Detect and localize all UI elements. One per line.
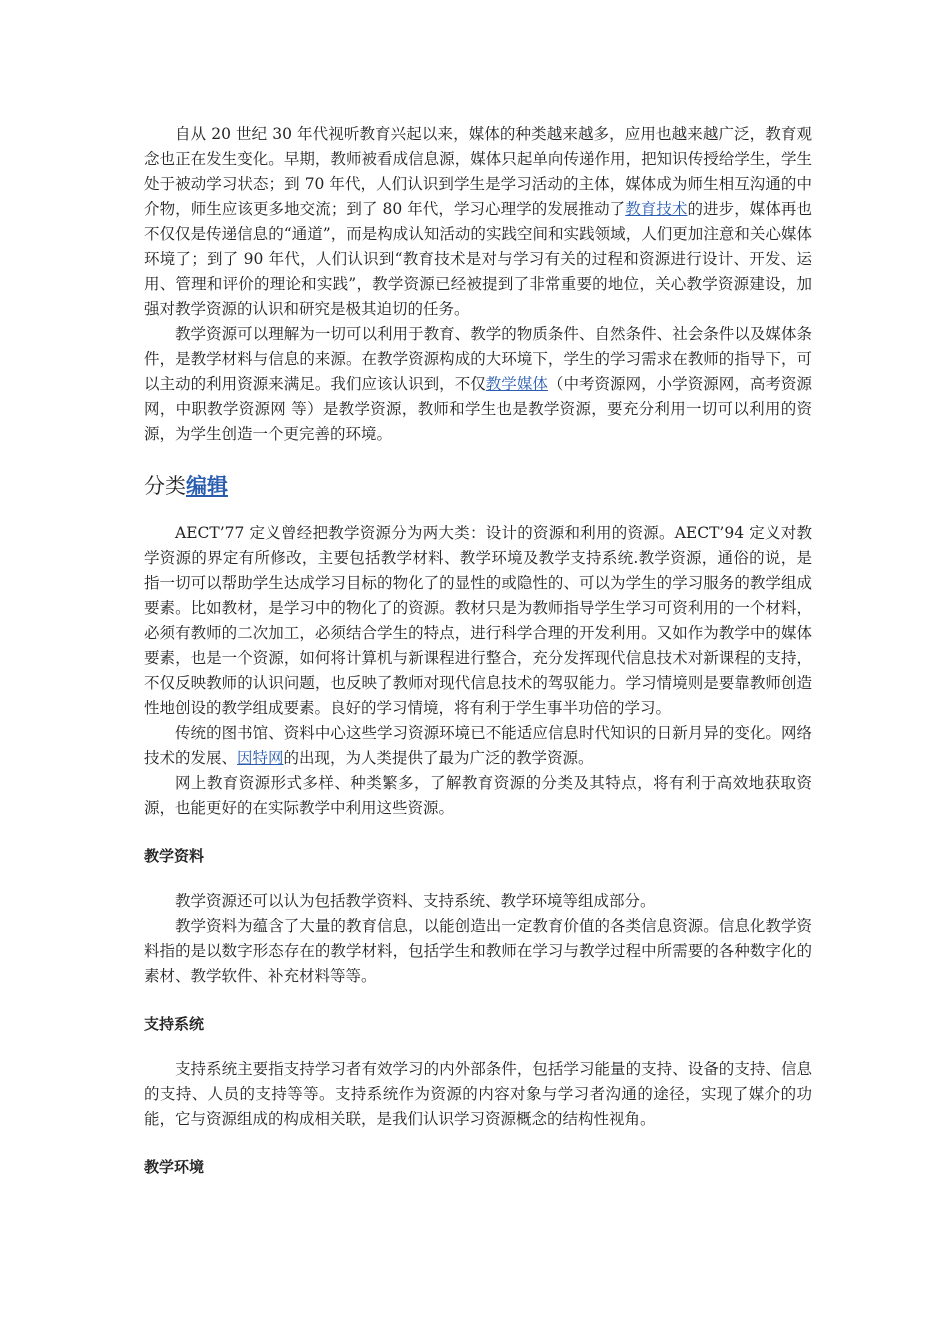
section-title: 分类 — [144, 474, 186, 498]
sub2-paragraph-1: 支持系统主要指支持学习者有效学习的内外部条件，包括学习能量的支持、设备的支持、信息的支持、人员的支持等等。支持系统作为资源的内容对象与学习者沟通的途径，实现了媒介的功能，它与资源组成的构成相关联，是我们认识学习资源概念的结构性视角。 — [144, 1060, 812, 1128]
section-paragraph-1: AECT’77 定义曾经把教学资源分为两大类：设计的资源和利用的资源。AECT’94 定义对教学资源的界定有所修改，主要包括教学材料、教学环境及教学支持系统.教学资源，通俗的说，是指一切可以帮助学生达成学习目标的物化了的显性的或隐性的、可以为学生的学习服务的教学组成要素。比如教材，是学习中的物化了的资源。教材只是为教师指导学生学习可资利用的一个材料，必须有教师的二次加工，必须结合学生的特点，进行科学合理的开发利用。又如作为教学中的媒体要素，也是一个资源，如何将计算机与新课程进行整合，充分发挥现代信息技术对新课程的支持，不仅反映教师的认识问题，也反映了教师对现代信息技术的驾驭能力。学习情境则是要靠教师创造性地创设的教学组成要素。良好的学习情境，将有利于学生事半功倍的学习。 — [144, 524, 812, 717]
section-paragraph-3: 网上教育资源形式多样、种类繁多，了解教育资源的分类及其特点，将有利于高效地获取资源，也能更好的在实际教学中利用这些资源。 — [144, 774, 812, 817]
subheading-teaching-materials: 教学资料 — [144, 847, 205, 865]
section-p2-text-a: 传统的图书馆、资料中心这些学习资源环境已不能适应信息时代知识的日新月异的变化。网络技术的发展、 — [144, 724, 812, 767]
intro-p2-text-a: 教学资源可以理解为一切可以利用于教育、教学的物质条件、自然条件、社会条件以及媒体条件，是教学材料与信息的来源。在教学资源构成的大环境下，学生的学习需求在教师的指导下，可以主动的利用资源来满足。我们应该认识到，不仅 — [144, 325, 812, 393]
intro-p1-text-b: 的进步，媒体再也不仅仅是传递信息的“通道”，而是构成认知活动的实践空间和实践领域，人们更加注意和关心媒体环境了；到了 90 年代，人们认识到“教育技术是对与学习有关的过程和资源进行设计、开发、运用、管理和评价的理论和实践”，教学资源已经被提到了非常重要的地位，关心教学资源建设，加强对教学资源的认识和研究是极其迫切的任务。 — [144, 200, 812, 318]
link-education-technology[interactable]: 教育技术 — [625, 200, 688, 218]
link-teaching-media[interactable]: 教学媒体 — [485, 375, 548, 393]
intro-p2-text-b: （中考资源网，小学资源网，高考资源网，中职教学资源网 等）是教学资源，教师和学生也是教学资源，要充分利用一切可以利用的资源，为学生创造一个更完善的环境。 — [144, 375, 812, 443]
edit-link[interactable]: 编辑 — [186, 474, 228, 498]
intro-p1-text-a: 自从 20 世纪 30 年代视听教育兴起以来，媒体的种类越来越多，应用也越来越广泛，教育观念也正在发生变化。早期，教师被看成信息源，媒体只起单向传递作用，把知识传授给学生，学生处于被动学习状态；到 70 年代，人们认识到学生是学习活动的主体，媒体成为师生相互沟通的中介物，师生应该更多地交流；到了 80 年代，学习心理学的发展推动了 — [144, 125, 812, 218]
link-internet[interactable]: 因特网 — [237, 749, 284, 767]
section-heading-classification — [144, 471, 812, 501]
intro-paragraph-1 — [144, 122, 812, 322]
subheading-support-system: 支持系统 — [144, 1015, 205, 1033]
sub1-paragraph-2: 教学资料为蕴含了大量的教育信息，以能创造出一定教育价值的各类信息资源。信息化教学资料指的是以数字形态存在的教学材料，包括学生和教师在学习与教学过程中所需要的各种数字化的素材、教学软件、补充材料等等。 — [144, 917, 812, 985]
sub1-paragraph-1: 教学资源还可以认为包括教学资料、支持系统、教学环境等组成部分。 — [175, 892, 656, 910]
section-paragraph-2 — [144, 721, 812, 771]
subheading-teaching-environment: 教学环境 — [144, 1158, 205, 1176]
intro-paragraph-2 — [144, 322, 812, 447]
document-page — [144, 122, 812, 1178]
section-p2-text-b: 的出现，为人类提供了最为广泛的教学资源。 — [283, 749, 594, 767]
